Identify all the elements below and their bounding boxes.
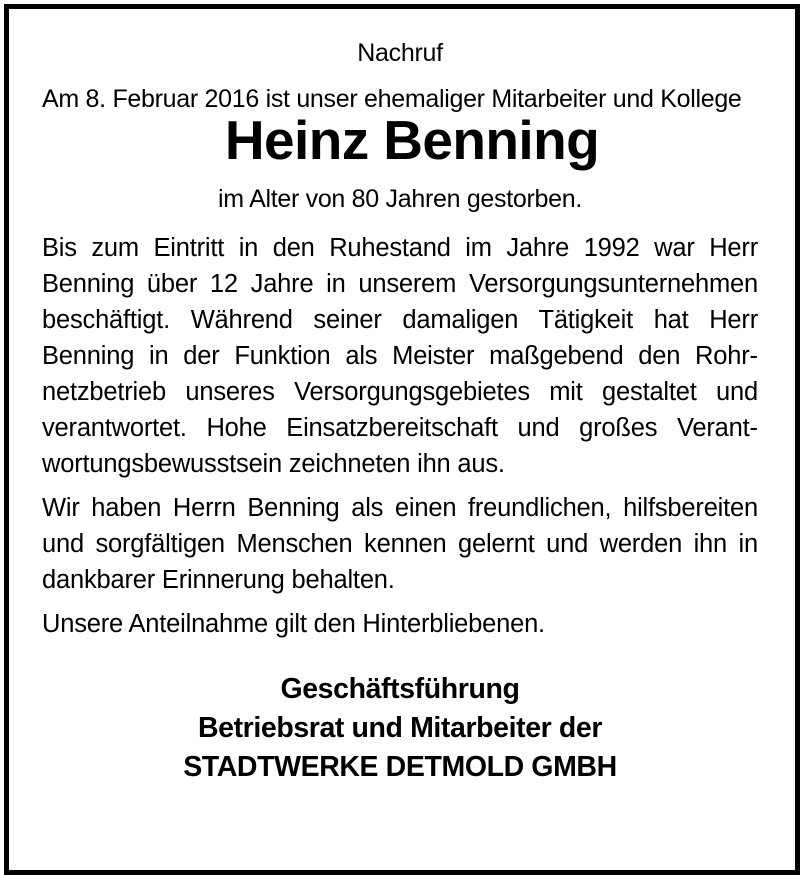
intro-text: Am 8. Februar 2016 ist unser ehemaliger Mitarbeiter und Kollege bbox=[42, 85, 742, 113]
signature-management: Geschäftsführung bbox=[280, 673, 520, 705]
signature-company: STADTWERKE DETMOLD GMBH bbox=[183, 751, 617, 783]
career-paragraph: Bis zum Eintritt in den Ruhestand im Jahre 1992 war Herr Benning über 12 Jahre in unserem Versorgungsunternehmen beschäftigt. Während seiner damaligen Tätigkeit hat Herr Benning in der Funktion als Meister maßgebend den Rohrnetzbetrieb unseres Versorgungsgebietes mit gestaltet und verantwortet. Hohe Einsatzbereitschaft und großes Verantwortungsbewusstsein zeichneten ihn aus. bbox=[42, 234, 758, 478]
notice-title: Nachruf bbox=[357, 39, 443, 67]
deceased-name: Heinz Benning bbox=[224, 109, 600, 171]
age-line: im Alter von 80 Jahren gestorben. bbox=[218, 185, 582, 213]
signature-works-council: Betriebsrat und Mitarbeiter der bbox=[197, 712, 603, 744]
condolence-paragraph: Unsere Anteilnahme gilt den Hinterbliebenen. bbox=[42, 610, 545, 638]
tribute-paragraph: Wir haben Herrn Benning als einen freundlichen, hilfsbereiten und sorgfältigen Menschen kennen gelernt und werden ihn in dankbarer Erinnerung behalten. bbox=[42, 494, 758, 594]
obituary-content bbox=[42, 36, 758, 787]
signature-block bbox=[42, 670, 758, 787]
